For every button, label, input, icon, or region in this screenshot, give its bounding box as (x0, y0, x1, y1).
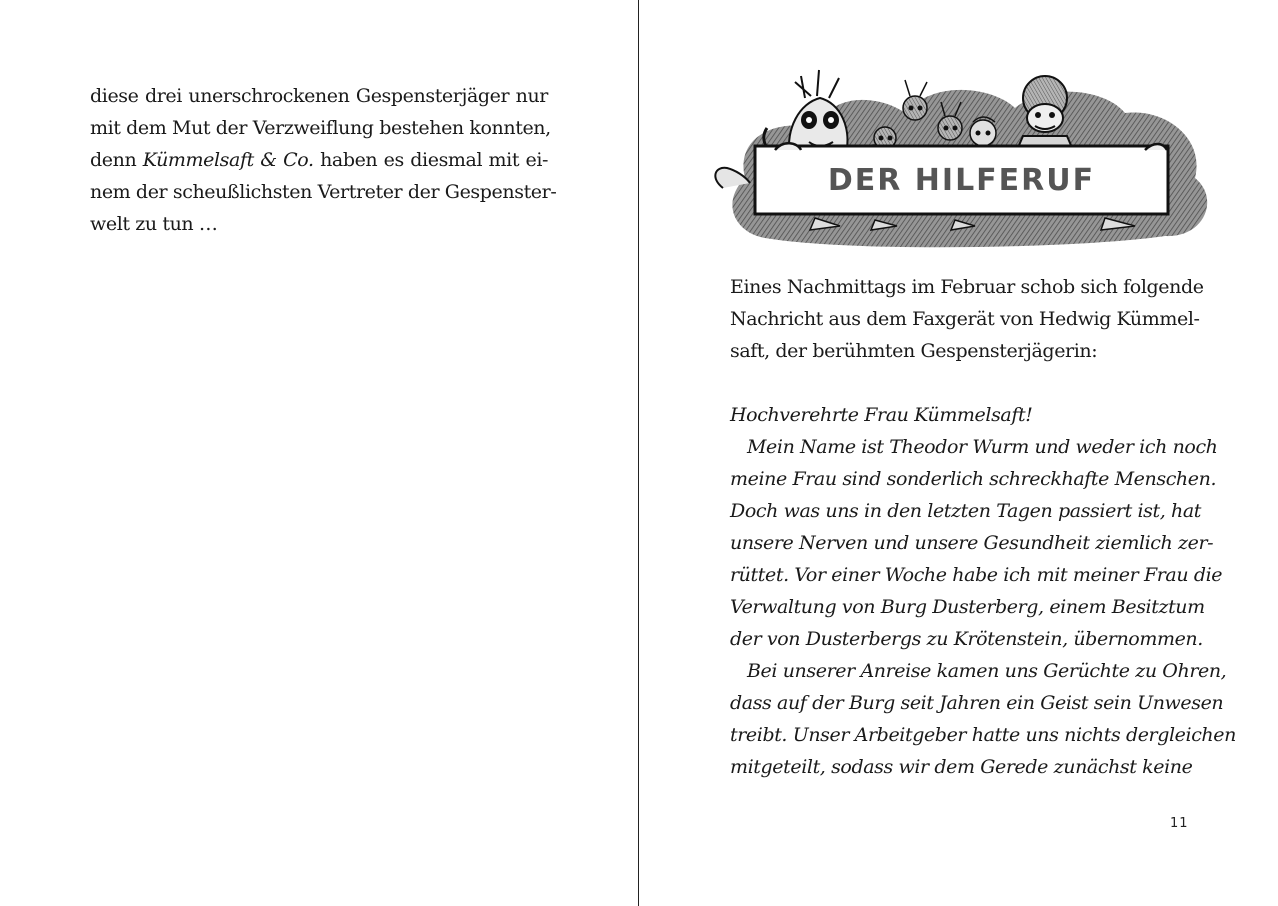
intro-paragraph (730, 271, 1204, 367)
text-line: der von Dusterbergs zu Krötenstein, übernommen. (730, 628, 1203, 650)
page-divider (638, 0, 639, 906)
left-page (0, 0, 638, 906)
left-page-text (90, 80, 557, 240)
text-line: treibt. Unser Arbeitgeber hatte uns nichts dergleichen (730, 724, 1236, 746)
text-line: nem der scheußlichsten Vertreter der Gespenster- (90, 181, 557, 203)
text-line: mit dem Mut der Verzweiflung bestehen konnten, (90, 117, 551, 139)
text-line: Nachricht aus dem Faxgerät von Hedwig Kümmel- (730, 308, 1200, 330)
text-line: diese drei unerschrockenen Gespensterjäger nur (90, 85, 548, 107)
text-line: Eines Nachmittags im Februar schob sich folgende (730, 276, 1204, 298)
letter-salutation: Hochverehrte Frau Kümmelsaft! (730, 404, 1033, 426)
fax-letter (730, 399, 1236, 783)
text-line: welt zu tun … (90, 213, 218, 235)
text-line: saft, der berühmten Gespensterjägerin: (730, 340, 1098, 362)
text-line (90, 144, 548, 176)
spirit-icon (903, 80, 927, 120)
text-line: meine Frau sind sonderlich schreckhafte Menschen. (730, 468, 1217, 490)
text-line: rüttet. Vor einer Woche habe ich mit meiner Frau die (730, 564, 1223, 586)
text-line: unsere Nerven und unsere Gesundheit ziemlich zer- (730, 532, 1214, 554)
text-fragment: haben es diesmal mit ei- (320, 149, 549, 171)
text-line: dass auf der Burg seit Jahren ein Geist sein Unwesen (730, 692, 1224, 714)
text-line: Verwaltung von Burg Dusterberg, einem Besitztum (730, 596, 1205, 618)
page-number: 11 (1170, 816, 1189, 831)
right-page (640, 0, 1278, 906)
italic-title: Kümmelsaft & Co. (142, 149, 314, 171)
text-line: Mein Name ist Theodor Wurm und weder ich noch (747, 436, 1218, 458)
text-line: Doch was uns in den letzten Tagen passiert ist, hat (730, 500, 1202, 522)
chapter-title: DER HILFERUF (827, 162, 1096, 198)
text-line: mitgeteilt, sodass wir dem Gerede zunächst keine (730, 756, 1193, 778)
text-fragment: denn (90, 149, 137, 171)
text-line: Bei unserer Anreise kamen uns Gerüchte zu Ohren, (747, 660, 1227, 682)
